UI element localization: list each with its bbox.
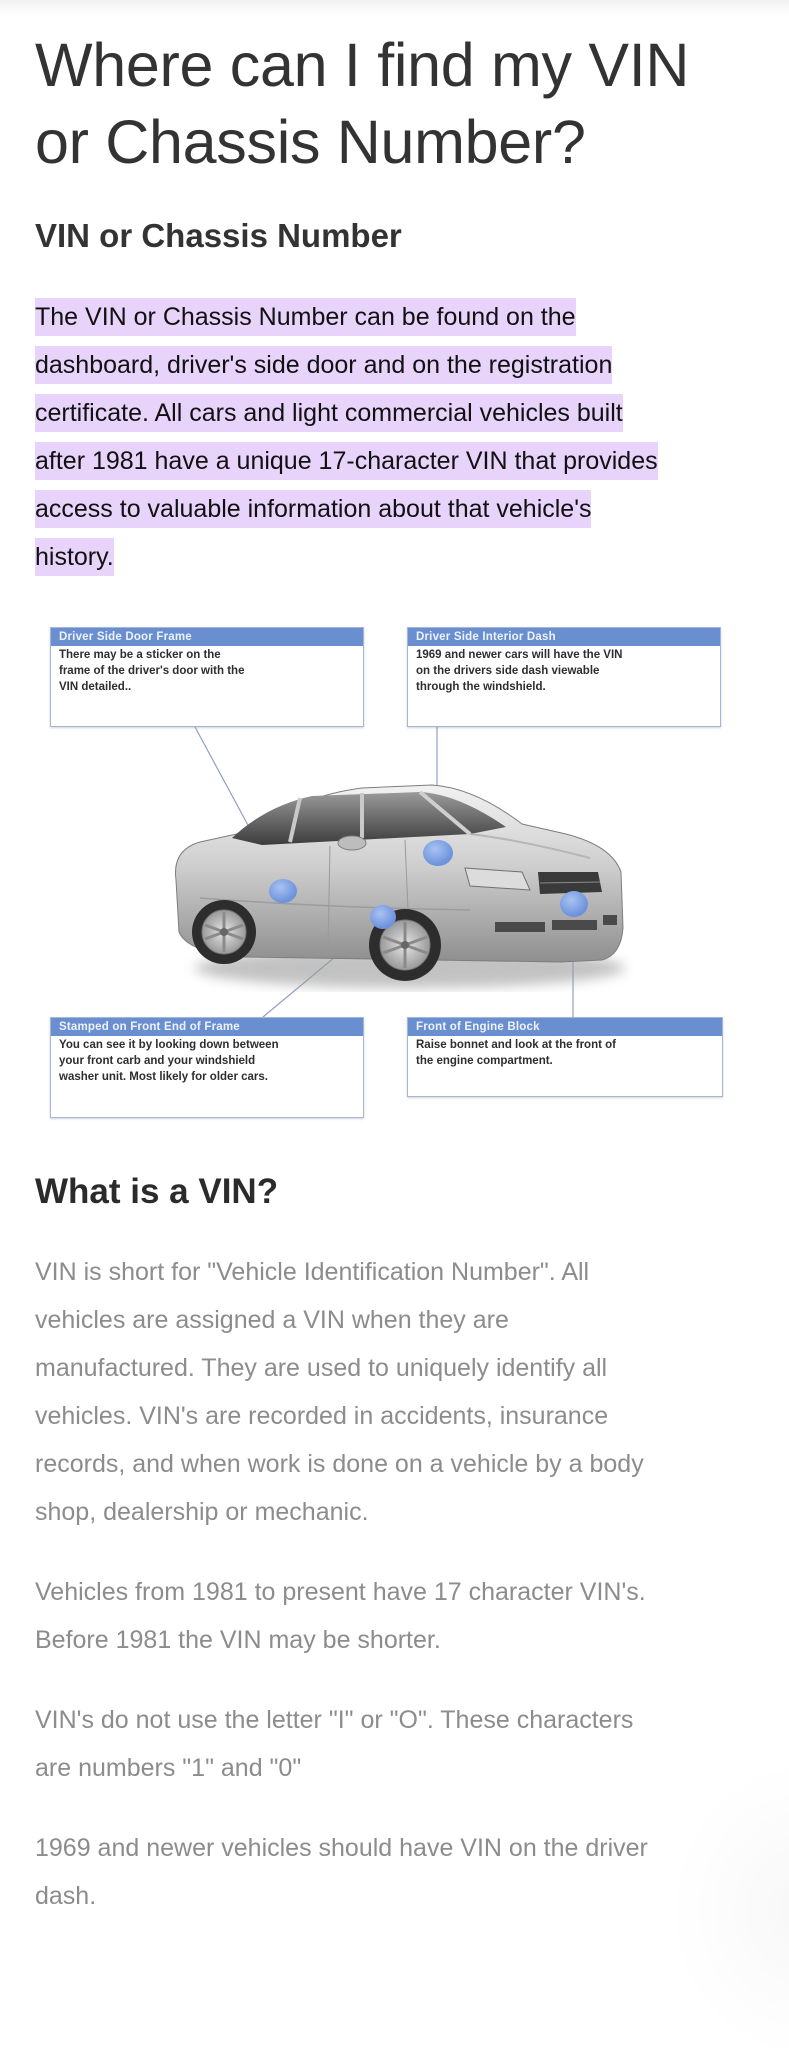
info-box-front-frame xyxy=(50,1017,364,1118)
paragraph-line: VIN's do not use the letter "I" or "O". These characters xyxy=(35,1706,634,1734)
highlighted-line xyxy=(35,437,658,485)
info-box-line: through the windshield. xyxy=(416,681,546,693)
info-box-title: Driver Side Door Frame xyxy=(51,628,363,646)
info-box-line: washer unit. Most likely for older cars. xyxy=(59,1071,268,1083)
paragraph-line: VIN is short for "Vehicle Identification Number". All xyxy=(35,1258,590,1286)
highlighted-text: dashboard, driver's side door and on the registration xyxy=(35,346,612,384)
marker-door-frame-dot xyxy=(269,879,297,903)
paragraph-line: vehicles. VIN's are recorded in accidents, insurance xyxy=(35,1402,609,1430)
paragraph-line: Vehicles from 1981 to present have 17 character VIN's. xyxy=(35,1578,646,1606)
top-shadow xyxy=(0,0,789,16)
highlighted-line xyxy=(35,533,658,581)
highlighted-text: after 1981 have a unique 17-character VIN that provides xyxy=(35,442,658,480)
info-box-line: frame of the driver's door with the xyxy=(59,665,245,677)
paragraph xyxy=(35,1248,775,1536)
info-box-title: Driver Side Interior Dash xyxy=(408,628,720,646)
paragraph-line: 1969 and newer vehicles should have VIN on the driver xyxy=(35,1834,648,1862)
highlighted-text: history. xyxy=(35,538,114,576)
info-box-door-frame xyxy=(50,627,364,727)
info-box-line: your front carb and your windshield xyxy=(59,1055,256,1067)
highlighted-text: certificate. All cars and light commercial vehicles built xyxy=(35,394,623,432)
info-box-line: the engine compartment. xyxy=(416,1055,553,1067)
page-title xyxy=(35,27,689,181)
highlighted-line xyxy=(35,341,658,389)
info-box-line: VIN detailed.. xyxy=(59,681,132,693)
paragraph-line: Before 1981 the VIN may be shorter. xyxy=(35,1626,441,1654)
section-heading-what-is-vin: What is a VIN? xyxy=(35,1172,279,1211)
paragraph-line: dash. xyxy=(35,1882,97,1910)
info-box-line: There may be a sticker on the xyxy=(59,649,221,661)
paragraph xyxy=(35,1568,775,1664)
marker-front-frame-dot xyxy=(370,905,396,929)
paragraph-line: manufactured. They are used to uniquely identify all xyxy=(35,1354,608,1382)
highlighted-line xyxy=(35,389,658,437)
paragraph-line: shop, dealership or mechanic. xyxy=(35,1498,369,1526)
what-is-vin-body xyxy=(35,1248,775,1952)
highlighted-text: access to valuable information about that vehicle's xyxy=(35,490,591,528)
info-box-line: You can see it by looking down between xyxy=(59,1039,279,1051)
marker-engine-block-dot xyxy=(560,891,588,917)
paragraph xyxy=(35,1824,775,1920)
info-box-line: Raise bonnet and look at the front of xyxy=(416,1039,616,1051)
info-box-body xyxy=(51,1036,363,1085)
marker-interior-dash-dot xyxy=(423,840,453,866)
highlighted-text: The VIN or Chassis Number can be found on the xyxy=(35,298,576,336)
vin-location-diagram xyxy=(0,610,789,1130)
info-box-interior-dash xyxy=(407,627,721,727)
paragraph-line: records, and when work is done on a vehicle by a body xyxy=(35,1450,644,1478)
highlighted-line xyxy=(35,485,658,533)
highlighted-paragraph xyxy=(35,293,658,581)
page-title-line-1: Where can I find my VIN xyxy=(35,31,690,99)
info-box-engine-block xyxy=(407,1017,723,1097)
info-box-line: on the drivers side dash viewable xyxy=(416,665,600,677)
paragraph-line: are numbers "1" and "0" xyxy=(35,1754,302,1782)
page-title-line-2: or Chassis Number? xyxy=(35,108,586,176)
info-box-body xyxy=(408,646,720,695)
paragraph xyxy=(35,1696,775,1792)
section-heading-vin-or-chassis: VIN or Chassis Number xyxy=(35,217,402,254)
highlighted-line xyxy=(35,293,658,341)
info-box-body xyxy=(408,1036,722,1069)
info-box-title: Front of Engine Block xyxy=(408,1018,722,1036)
paragraph-line: vehicles are assigned a VIN when they are xyxy=(35,1306,509,1334)
info-box-line: 1969 and newer cars will have the VIN xyxy=(416,649,623,661)
info-box-body xyxy=(51,646,363,695)
info-box-title: Stamped on Front End of Frame xyxy=(51,1018,363,1036)
